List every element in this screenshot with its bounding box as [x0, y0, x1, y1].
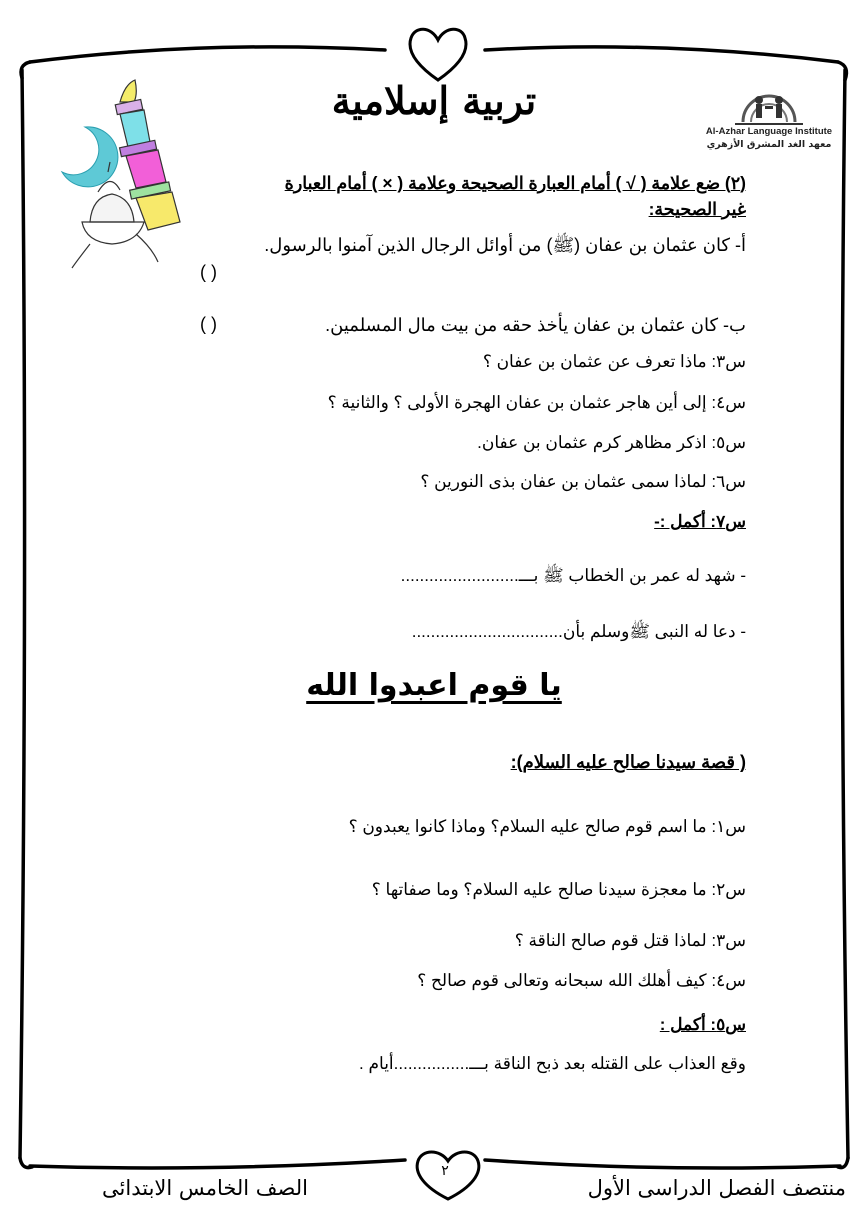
story-heading: ( قصة سيدنا صالح عليه السلام): [510, 752, 746, 772]
section2-instruction-line1: (٢) ضع علامة ( √ ) أمام العبارة الصحيحة وعلامة ( × ) أمام العبارة [284, 173, 746, 193]
section2-instruction-line2: غير الصحيحة: [648, 199, 746, 219]
page-number: ٢ [441, 1163, 449, 1179]
footer-term: منتصف الفصل الدراسى الأول [587, 1176, 846, 1200]
lesson-question-4: س٤: كيف أهلك الله سبحانه وتعالى قوم صالح ؟ [417, 971, 746, 990]
question-7-heading: س٧: أكمل :- [654, 512, 746, 531]
answer-box-b[interactable]: ( ) [200, 314, 217, 334]
question-6: س٦: لماذا سمى عثمان بن عفان بذى النورين ؟ [420, 472, 746, 491]
lesson-heading-text: يا قوم اعبدوا الله [306, 668, 562, 703]
lesson-question-5-heading: س٥: أكمل : [659, 1015, 746, 1034]
question-5: س٥: اذكر مظاهر كرم عثمان بن عفان. [477, 433, 746, 452]
page-title: تربية إسلامية [331, 78, 537, 123]
lesson-question-1: س١: ما اسم قوم صالح عليه السلام؟ وماذا كانوا يعبدون ؟ [348, 817, 746, 836]
question-7-item-1: - شهد له عمر بن الخطاب ﷺ بـــ......................... [400, 566, 746, 585]
question-4: س٤: إلى أين هاجر عثمان بن عفان الهجرة الأولى ؟ والثانية ؟ [327, 393, 746, 412]
footer-grade: الصف الخامس الابتدائى [102, 1176, 308, 1200]
question-3: س٣: ماذا تعرف عن عثمان بن عفان ؟ [482, 352, 746, 371]
lesson-heading [0, 668, 868, 703]
logo-english-text: Al-Azhar Language Institute [705, 126, 833, 137]
lesson-question-3: س٣: لماذا قتل قوم صالح الناقة ؟ [514, 931, 746, 950]
question-7-item-2: - دعا له النبى ﷺوسلم بأن................................ [411, 622, 746, 641]
lesson-question-5-item: وقع العذاب على القتله بعد ذبح الناقة بـــ................أيام . [359, 1054, 746, 1073]
statement-b: ب- كان عثمان بن عفان يأخذ حقه من بيت مال المسلمين. [325, 315, 746, 335]
statement-a: أ- كان عثمان بن عفان (ﷺ) من أوائل الرجال الذين آمنوا بالرسول. [264, 235, 746, 255]
lesson-question-2: س٢: ما معجزة سيدنا صالح عليه السلام؟ وما صفاتها ؟ [371, 880, 746, 899]
logo-arabic-text: معهد الغد المشرق الأزهري [706, 139, 832, 150]
heart-icon [405, 22, 471, 84]
answer-box-a[interactable]: ( ) [200, 262, 217, 282]
crescent-moon-icon [62, 127, 118, 187]
